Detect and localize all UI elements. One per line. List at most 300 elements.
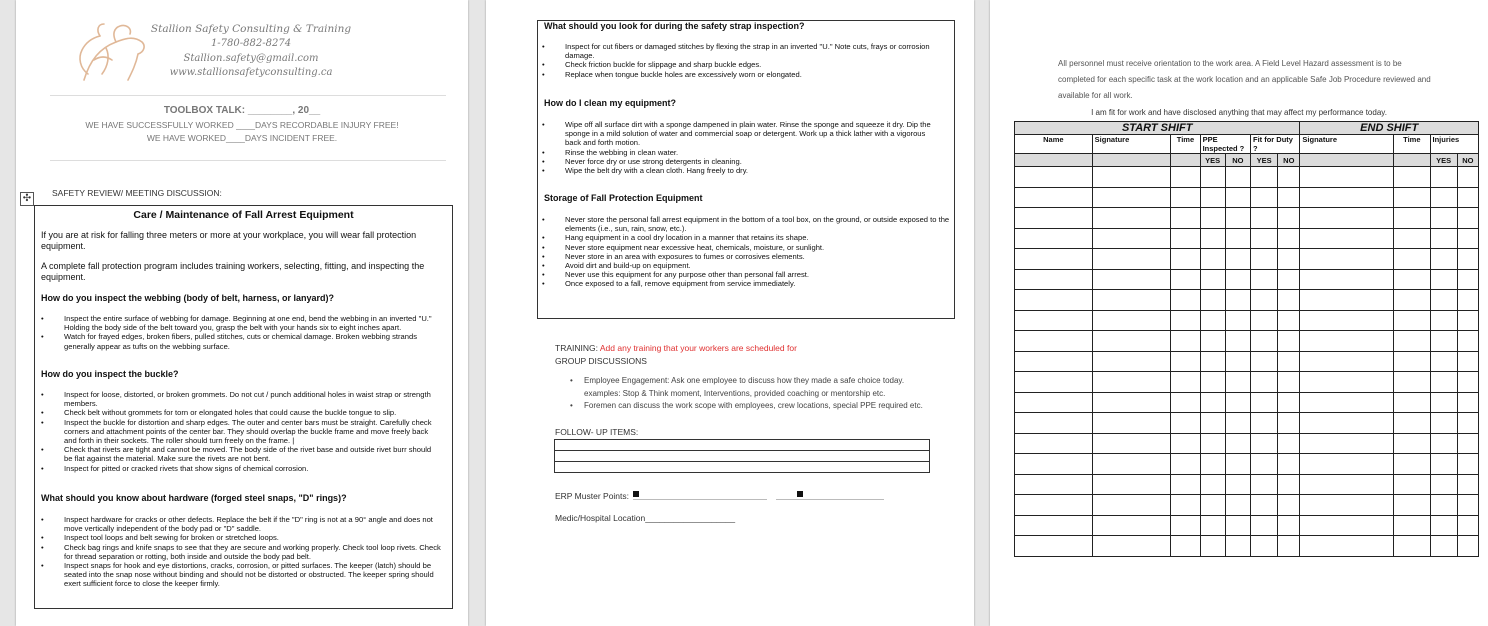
signin-cell[interactable] [1225, 167, 1250, 188]
signin-row [1015, 515, 1479, 536]
signin-cell[interactable] [1430, 310, 1457, 331]
hardware-item: • Check bag rings and knife snaps to see that they are secure and working properly. Check tool loop rivets. Check for thread separation or rotting, both inside and outside the body pad belt. [37, 543, 447, 561]
signin-cell[interactable] [1250, 392, 1277, 413]
signin-row [1015, 536, 1479, 557]
signin-cell[interactable] [1092, 351, 1171, 372]
signin-cell[interactable] [1092, 331, 1171, 352]
signin-cell[interactable] [1015, 495, 1093, 516]
signin-cell[interactable] [1225, 290, 1250, 311]
signin-row [1015, 372, 1479, 393]
signin-cell[interactable] [1015, 392, 1093, 413]
signin-cell[interactable] [1200, 372, 1225, 393]
signin-cell[interactable] [1225, 208, 1250, 229]
signin-cell[interactable] [1430, 167, 1457, 188]
signin-row [1015, 413, 1479, 434]
erp-field-1[interactable] [633, 499, 767, 500]
page-2 [486, 0, 974, 626]
signin-cell[interactable] [1171, 495, 1200, 516]
signin-cell[interactable] [1200, 454, 1225, 475]
signin-row [1015, 208, 1479, 229]
signin-cell[interactable] [1394, 454, 1430, 475]
signin-cell[interactable] [1225, 249, 1250, 270]
signin-cell[interactable] [1457, 454, 1478, 475]
signin-cell[interactable] [1278, 167, 1300, 188]
care-maintenance-box [34, 205, 453, 609]
signin-cell[interactable] [1457, 290, 1478, 311]
signin-cell[interactable] [1225, 372, 1250, 393]
start-shift-header: START SHIFT [1015, 122, 1300, 135]
signin-cell[interactable] [1457, 167, 1478, 188]
signin-cell[interactable] [1092, 249, 1171, 270]
storage-heading: Storage of Fall Protection Equipment [544, 193, 703, 203]
signin-cell[interactable] [1250, 515, 1277, 536]
hardware-heading: What should you know about hardware (forged steel snaps, "D" rings)? [41, 493, 347, 503]
signin-cell[interactable] [1015, 331, 1093, 352]
signin-cell[interactable] [1015, 433, 1093, 454]
col-injuries: Injuries [1430, 135, 1479, 154]
signin-cell[interactable] [1457, 331, 1478, 352]
signin-cell[interactable] [1171, 454, 1200, 475]
orientation-text: All personnel must receive orientation to the work area. A Field Level Hazard assessment is to be completed for each specific task at the work location and an applicable Safe Job Procedure reviewed and available for all work. [1058, 59, 1431, 100]
signin-cell[interactable] [1300, 331, 1394, 352]
signin-cell[interactable] [1225, 310, 1250, 331]
signin-cell[interactable] [1430, 290, 1457, 311]
storage-item: • Hang equipment in a cool dry location in a manner that retains its shape. [538, 233, 950, 242]
signin-cell[interactable] [1430, 454, 1457, 475]
signin-cell[interactable] [1250, 208, 1277, 229]
signin-cell[interactable] [1394, 331, 1430, 352]
signin-row [1015, 331, 1479, 352]
strap-item: • Replace when tongue buckle holes are excessively worn or elongated. [538, 70, 933, 79]
signin-cell[interactable] [1394, 515, 1430, 536]
signin-cell[interactable] [1200, 474, 1225, 495]
signin-cell[interactable] [1278, 290, 1300, 311]
signin-cell[interactable] [1430, 536, 1457, 557]
divider [50, 160, 446, 161]
signin-cell[interactable] [1225, 495, 1250, 516]
signin-cell[interactable] [1457, 536, 1478, 557]
signin-cell[interactable] [1457, 351, 1478, 372]
col-name: Name [1015, 135, 1093, 154]
signin-cell[interactable] [1278, 249, 1300, 270]
signin-cell[interactable] [1225, 433, 1250, 454]
signin-cell[interactable] [1430, 208, 1457, 229]
signin-cell[interactable] [1250, 167, 1277, 188]
signin-cell[interactable] [1092, 310, 1171, 331]
signin-row [1015, 433, 1479, 454]
strap-list [538, 42, 933, 79]
strap-box [537, 20, 955, 319]
signin-row [1015, 290, 1479, 311]
signin-cell[interactable] [1171, 310, 1200, 331]
signin-cell[interactable] [1278, 351, 1300, 372]
care-title: Care / Maintenance of Fall Arrest Equipment [133, 209, 354, 221]
signin-cell[interactable] [1092, 433, 1171, 454]
signin-cell[interactable] [1171, 474, 1200, 495]
signin-row [1015, 269, 1479, 290]
signin-cell[interactable] [1250, 249, 1277, 270]
webbing-list [37, 314, 447, 351]
signin-cell[interactable] [1394, 433, 1430, 454]
signin-cell[interactable] [1457, 392, 1478, 413]
signin-cell[interactable] [1278, 372, 1300, 393]
storage-item: • Once exposed to a fall, remove equipment from service immediately. [538, 279, 950, 288]
signin-cell[interactable] [1430, 351, 1457, 372]
storage-item: • Never store equipment near excessive heat, chemicals, moisture, or sunlight. [538, 243, 950, 252]
signin-cell[interactable] [1300, 290, 1394, 311]
signin-cell[interactable] [1225, 413, 1250, 434]
signin-cell[interactable] [1300, 351, 1394, 372]
signin-cell[interactable] [1430, 372, 1457, 393]
medic-location: Medic/Hospital Location___________________ [555, 513, 736, 523]
signin-cell[interactable] [1092, 372, 1171, 393]
strap-heading: What should you look for during the safety strap inspection? [544, 21, 805, 31]
signin-row [1015, 474, 1479, 495]
signin-cell[interactable] [1300, 187, 1394, 208]
signin-cell[interactable] [1300, 495, 1394, 516]
signin-cell[interactable] [1225, 228, 1250, 249]
signin-cell[interactable] [1092, 413, 1171, 434]
signin-cell[interactable] [1300, 310, 1394, 331]
signin-cell[interactable] [1200, 392, 1225, 413]
signin-cell[interactable] [1394, 392, 1430, 413]
hardware-item: • Inspect hardware for cracks or other defects. Replace the belt if the "D" ring is not at a 90° angle and does not move vertically independent of the body pad or "D" saddle. [37, 515, 447, 533]
end-shift-header: END SHIFT [1300, 122, 1479, 135]
signin-cell[interactable] [1430, 413, 1457, 434]
signin-cell[interactable] [1092, 228, 1171, 249]
horse-logo-icon [70, 20, 156, 88]
strap-item: • Check friction buckle for slippage and sharp buckle edges. [538, 60, 933, 69]
signin-cell[interactable] [1171, 331, 1200, 352]
signin-cell[interactable] [1278, 536, 1300, 557]
follow-up-cell[interactable] [555, 451, 930, 462]
signin-cell[interactable] [1394, 249, 1430, 270]
signin-cell[interactable] [1278, 269, 1300, 290]
signin-cell[interactable] [1171, 372, 1200, 393]
follow-up-cell[interactable] [555, 440, 930, 451]
signin-cell[interactable] [1457, 413, 1478, 434]
hardware-list [37, 515, 447, 589]
signin-cell[interactable] [1430, 249, 1457, 270]
buckle-item: • Inspect the buckle for distortion and sharp edges. The outer and center bars must be straight. Carefully check corners and attachment points of the center bar. They should overlap the buckle frame and move freely back and forth in their sockets. The roller should turn freely on the frame. | [37, 418, 437, 446]
company-website[interactable]: www.stallionsafetyconsulting.ca [169, 67, 333, 78]
signin-cell[interactable] [1171, 351, 1200, 372]
signin-cell[interactable] [1457, 495, 1478, 516]
signin-cell[interactable] [1200, 208, 1225, 229]
signin-cell[interactable] [1200, 433, 1225, 454]
company-email[interactable]: Stallion.safety@gmail.com [183, 53, 319, 64]
signin-cell[interactable] [1200, 249, 1225, 270]
signin-cell[interactable] [1015, 187, 1093, 208]
signin-cell[interactable] [1171, 249, 1200, 270]
signin-cell[interactable] [1015, 351, 1093, 372]
fit-no: NO [1278, 154, 1300, 167]
storage-item: • Avoid dirt and build-up on equipment. [538, 261, 950, 270]
signin-cell[interactable] [1015, 167, 1093, 188]
fit-statement: I am fit for work and have disclosed anything that may affect my performance today. [1091, 108, 1387, 117]
signin-cell[interactable] [1015, 413, 1093, 434]
signin-cell[interactable] [1300, 413, 1394, 434]
signin-cell[interactable] [1200, 269, 1225, 290]
company-name: Stallion Safety Consulting & Training [150, 23, 352, 35]
signin-cell[interactable] [1300, 515, 1394, 536]
signin-cell[interactable] [1430, 515, 1457, 536]
signin-cell[interactable] [1250, 454, 1277, 475]
toolbox-talk: TOOLBOX TALK: ________, 20__ [163, 105, 321, 116]
signin-cell[interactable] [1300, 208, 1394, 229]
signin-cell[interactable] [1092, 392, 1171, 413]
signin-cell[interactable] [1278, 495, 1300, 516]
signin-cell[interactable] [1250, 310, 1277, 331]
signin-cell[interactable] [1457, 249, 1478, 270]
signin-cell[interactable] [1015, 249, 1093, 270]
signin-cell[interactable] [1394, 413, 1430, 434]
signin-cell[interactable] [1394, 310, 1430, 331]
company-phone: 1-780-882-8274 [210, 38, 292, 49]
care-intro-1: If you are at risk for falling three meters or more at your workplace, you will wear fall protection equipment. [41, 230, 417, 251]
signin-cell[interactable] [1015, 515, 1093, 536]
signin-cell[interactable] [1394, 474, 1430, 495]
signin-cell[interactable] [1300, 433, 1394, 454]
signin-cell[interactable] [1250, 187, 1277, 208]
signin-cell[interactable] [1394, 372, 1430, 393]
signin-cell[interactable] [1200, 331, 1225, 352]
signin-cell[interactable] [1430, 495, 1457, 516]
clean-list [538, 120, 943, 175]
signin-cell[interactable] [1278, 208, 1300, 229]
buckle-item: • Check that rivets are tight and cannot be moved. The body side of the rivet base and outside rivet burr should be flat against the material. Make sure the rivets are not bent. [37, 445, 437, 463]
signin-cell[interactable] [1457, 228, 1478, 249]
signin-cell[interactable] [1457, 474, 1478, 495]
storage-list [538, 215, 950, 289]
signin-table [1014, 121, 1479, 557]
webbing-item: • Inspect the entire surface of webbing for damage. Beginning at one end, bend the webbing in an inverted "U." Holding the body side of the belt toward you, grasp the belt with your hands six to eight inches apart. [37, 314, 447, 332]
erp-label: ERP Muster Points: [555, 491, 630, 501]
signin-cell[interactable] [1225, 536, 1250, 557]
hardware-item: • Inspect snaps for hook and eye distortions, cracks, corrosion, or pitted surfaces. The keeper (latch) should be seated into the snap nose without binding and should not be distorted or obstructed. The keeper spring should exert sufficient force to close the keeper firmly. [37, 561, 447, 589]
signin-cell[interactable] [1430, 331, 1457, 352]
col-signature: Signature [1092, 135, 1171, 154]
signin-cell[interactable] [1250, 351, 1277, 372]
signin-cell[interactable] [1015, 310, 1093, 331]
page-1 [16, 0, 468, 626]
follow-up-cell[interactable] [555, 462, 930, 473]
signin-cell[interactable] [1250, 413, 1277, 434]
signin-cell[interactable] [1457, 187, 1478, 208]
incident-free-days: WE HAVE WORKED____DAYS INCIDENT FREE. [146, 133, 338, 143]
signin-cell[interactable] [1015, 536, 1093, 557]
ppe-no: NO [1225, 154, 1250, 167]
erp-field-2[interactable] [776, 499, 884, 500]
signin-cell[interactable] [1171, 413, 1200, 434]
signin-cell[interactable] [1225, 331, 1250, 352]
signin-cell[interactable] [1171, 228, 1200, 249]
signin-cell[interactable] [1430, 392, 1457, 413]
ppe-yes: YES [1200, 154, 1225, 167]
signin-cell[interactable] [1200, 413, 1225, 434]
signin-cell[interactable] [1171, 167, 1200, 188]
signin-cell[interactable] [1430, 474, 1457, 495]
signin-cell[interactable] [1278, 392, 1300, 413]
signin-cell[interactable] [1457, 372, 1478, 393]
clean-heading: How do I clean my equipment? [544, 98, 677, 108]
signin-cell[interactable] [1250, 495, 1277, 516]
signin-cell[interactable] [1171, 433, 1200, 454]
signin-cell[interactable] [1092, 290, 1171, 311]
signin-cell[interactable] [1278, 331, 1300, 352]
webbing-item: • Watch for frayed edges, broken fibers, pulled stitches, cuts or chemical damage. Broken webbing strands generally appear as tufts on the webbing surface. [37, 332, 447, 350]
move-handle-icon[interactable]: ✣ [20, 192, 34, 206]
signin-cell[interactable] [1300, 392, 1394, 413]
signin-row [1015, 228, 1479, 249]
signin-cell[interactable] [1394, 536, 1430, 557]
signin-cell[interactable] [1278, 515, 1300, 536]
signin-cell[interactable] [1092, 495, 1171, 516]
signin-row [1015, 351, 1479, 372]
signin-cell[interactable] [1015, 454, 1093, 475]
follow-up-label: FOLLOW- UP ITEMS: [555, 427, 639, 437]
signin-cell[interactable] [1300, 474, 1394, 495]
signin-cell[interactable] [1457, 310, 1478, 331]
clean-item: • Wipe off all surface dirt with a sponge dampened in plain water. Rinse the sponge and squeeze it dry. Dip the sponge in a mild solution of water and commercial soap or detergent. Work up a thick lather with a vigorous back and forth motion. [538, 120, 943, 148]
signin-cell[interactable] [1250, 290, 1277, 311]
signin-cell[interactable] [1200, 167, 1225, 188]
storage-item: • Never store in an area with exposures to fumes or corrosives elements. [538, 252, 950, 261]
signin-row [1015, 310, 1479, 331]
training-note: Add any training that your workers are scheduled for [599, 343, 797, 353]
signin-cell[interactable] [1300, 536, 1394, 557]
signin-cell[interactable] [1394, 167, 1430, 188]
signin-cell[interactable] [1278, 433, 1300, 454]
signin-cell[interactable] [1300, 454, 1394, 475]
signin-cell[interactable] [1092, 454, 1171, 475]
signin-cell[interactable] [1394, 351, 1430, 372]
signin-cell[interactable] [1225, 269, 1250, 290]
signin-cell[interactable] [1394, 228, 1430, 249]
signin-cell[interactable] [1300, 249, 1394, 270]
signin-cell[interactable] [1430, 433, 1457, 454]
hardware-item: • Inspect tool loops and belt sewing for broken or stretched loops. [37, 533, 447, 542]
follow-up-table [554, 439, 930, 473]
signin-cell[interactable] [1092, 269, 1171, 290]
signin-cell[interactable] [1092, 536, 1171, 557]
signin-cell[interactable] [1250, 331, 1277, 352]
care-intro-2: A complete fall protection program includes training workers, selecting, fitting, and inspecting the equipment. [41, 261, 425, 282]
signin-cell[interactable] [1200, 495, 1225, 516]
signin-cell[interactable] [1457, 515, 1478, 536]
signin-cell[interactable] [1200, 536, 1225, 557]
training-line [555, 343, 797, 353]
signin-cell[interactable] [1092, 515, 1171, 536]
signin-cell[interactable] [1430, 269, 1457, 290]
group-discussion-item: • Foremen can discuss the work scope with employees, crew locations, special PPE required etc. [568, 400, 928, 413]
signin-cell[interactable] [1015, 228, 1093, 249]
storage-item: • Never store the personal fall arrest equipment in the bottom of a tool box, on the ground, or outside exposed to the elements (i.e., sun, rain, snow, etc.). [538, 215, 950, 233]
buckle-item: • Check belt without grommets for torn or elongated holes that could cause the buckle tongue to slip. [37, 408, 437, 417]
signin-cell[interactable] [1250, 536, 1277, 557]
signin-cell[interactable] [1225, 392, 1250, 413]
signin-cell[interactable] [1300, 372, 1394, 393]
signin-cell[interactable] [1015, 474, 1093, 495]
signin-cell[interactable] [1278, 228, 1300, 249]
signin-cell[interactable] [1394, 208, 1430, 229]
signin-cell[interactable] [1015, 290, 1093, 311]
signin-cell[interactable] [1278, 454, 1300, 475]
signin-cell[interactable] [1225, 187, 1250, 208]
signin-row [1015, 167, 1479, 188]
col-time: Time [1171, 135, 1200, 154]
signin-cell[interactable] [1250, 474, 1277, 495]
signin-cell[interactable] [1200, 310, 1225, 331]
col-time-2: Time [1394, 135, 1430, 154]
signin-cell[interactable] [1171, 290, 1200, 311]
signin-cell[interactable] [1278, 310, 1300, 331]
injuries-no: NO [1457, 154, 1478, 167]
signin-cell[interactable] [1250, 228, 1277, 249]
signin-cell[interactable] [1171, 269, 1200, 290]
signin-cell[interactable] [1430, 187, 1457, 208]
signin-cell[interactable] [1225, 351, 1250, 372]
signin-cell[interactable] [1225, 454, 1250, 475]
group-discussion-list [568, 375, 928, 413]
signin-cell[interactable] [1278, 474, 1300, 495]
signin-cell[interactable] [1394, 290, 1430, 311]
signin-cell[interactable] [1394, 187, 1430, 208]
signin-cell[interactable] [1300, 269, 1394, 290]
signin-cell[interactable] [1171, 187, 1200, 208]
page-3 [990, 0, 1488, 626]
training-label: TRAINING: [555, 343, 598, 353]
signin-cell[interactable] [1171, 515, 1200, 536]
signin-cell[interactable] [1457, 433, 1478, 454]
clean-item: • Rinse the webbing in clean water. [538, 148, 943, 157]
signin-cell[interactable] [1092, 474, 1171, 495]
signin-cell[interactable] [1225, 474, 1250, 495]
signin-cell[interactable] [1250, 269, 1277, 290]
signin-cell[interactable] [1092, 187, 1171, 208]
signin-cell[interactable] [1092, 208, 1171, 229]
signin-cell[interactable] [1300, 228, 1394, 249]
signin-cell[interactable] [1394, 495, 1430, 516]
buckle-list [37, 390, 437, 473]
signin-cell[interactable] [1200, 290, 1225, 311]
signin-cell[interactable] [1250, 433, 1277, 454]
signin-cell[interactable] [1394, 269, 1430, 290]
signin-cell[interactable] [1457, 269, 1478, 290]
signin-cell[interactable] [1278, 413, 1300, 434]
signin-cell[interactable] [1200, 515, 1225, 536]
signin-cell[interactable] [1171, 208, 1200, 229]
signin-cell[interactable] [1300, 167, 1394, 188]
signin-cell[interactable] [1015, 372, 1093, 393]
signin-cell[interactable] [1015, 208, 1093, 229]
signin-cell[interactable] [1430, 228, 1457, 249]
signin-cell[interactable] [1278, 187, 1300, 208]
group-discussion-item: • Employee Engagement: Ask one employee to discuss how they made a safe choice today. examples: Stop & Think moment, Interventions, provided coaching or mentorship etc. [568, 375, 928, 400]
signin-cell[interactable] [1171, 536, 1200, 557]
signin-cell[interactable] [1200, 351, 1225, 372]
signin-cell[interactable] [1250, 372, 1277, 393]
signin-cell[interactable] [1200, 187, 1225, 208]
erp-field-marker-icon [633, 491, 639, 497]
signin-cell[interactable] [1457, 208, 1478, 229]
signin-cell[interactable] [1171, 392, 1200, 413]
signin-cell[interactable] [1015, 269, 1093, 290]
signin-cell[interactable] [1200, 228, 1225, 249]
signin-cell[interactable] [1225, 515, 1250, 536]
signin-cell[interactable] [1092, 167, 1171, 188]
divider [50, 95, 446, 96]
